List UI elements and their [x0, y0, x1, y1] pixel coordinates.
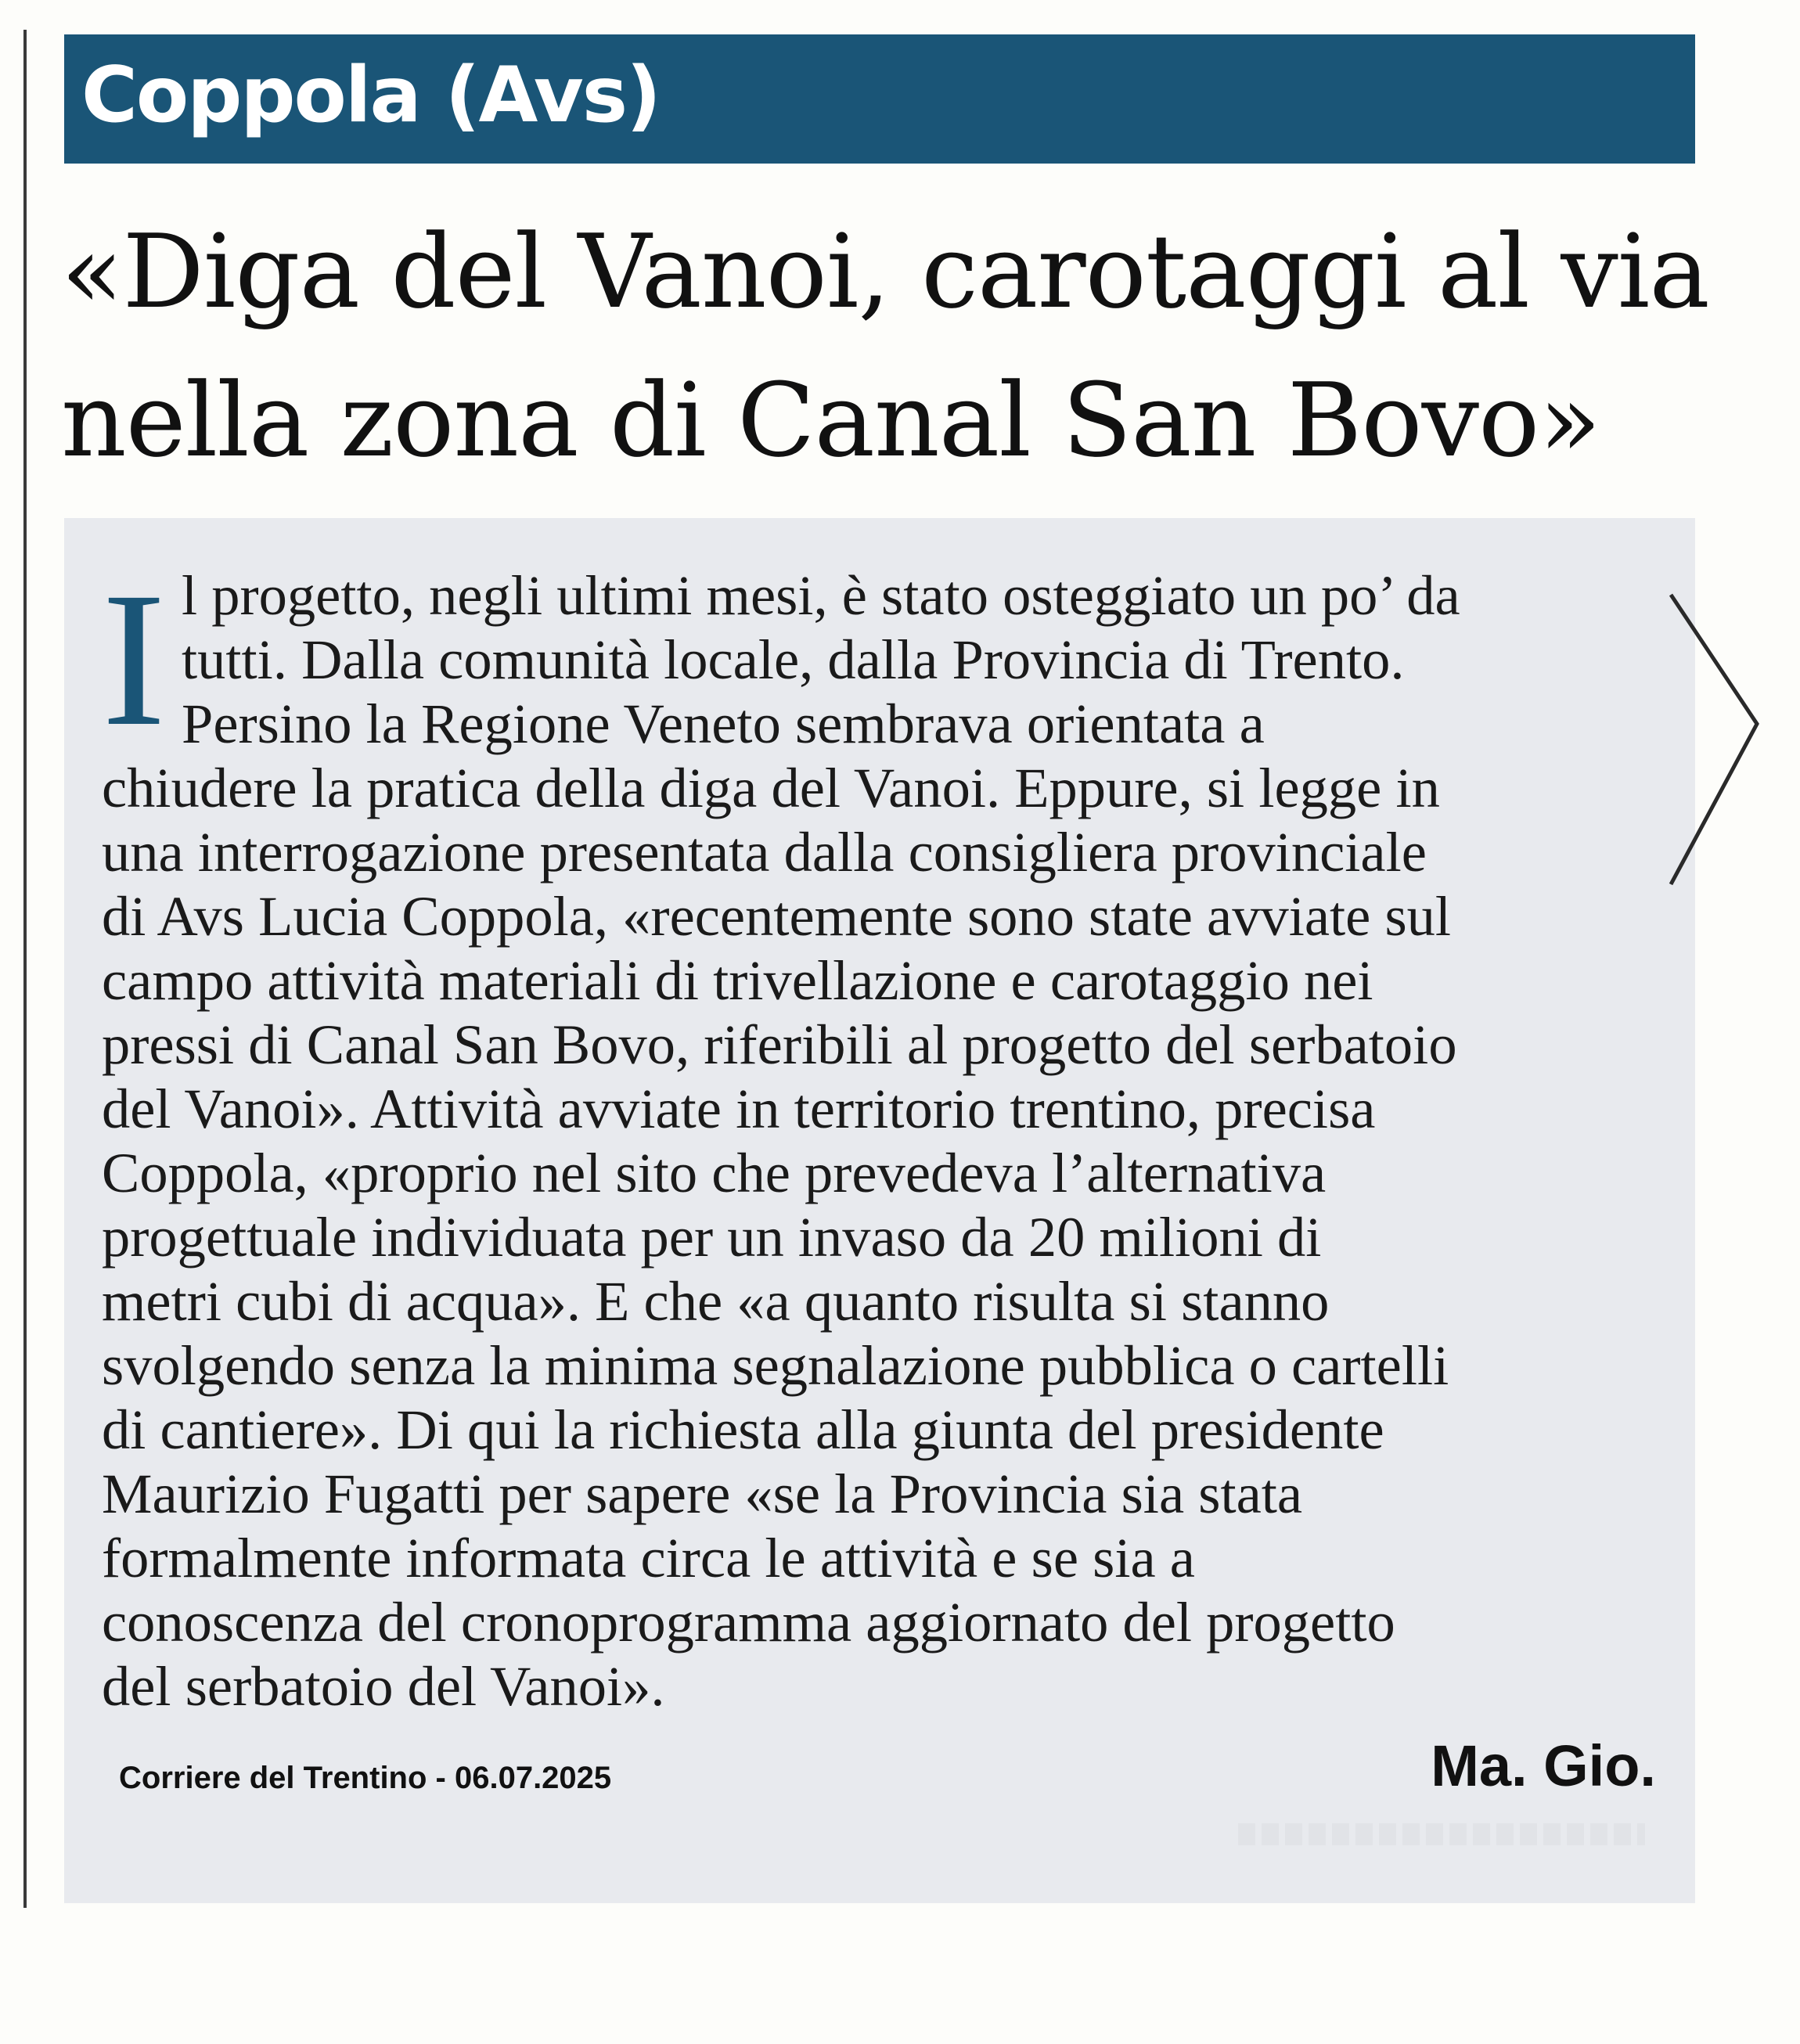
- left-rule: [23, 30, 27, 1908]
- body-line: chiudere la pratica della diga del Vanoi. Eppure, si legge in: [102, 756, 1440, 819]
- chevron-right-icon: [1659, 587, 1769, 900]
- body-line: Persino la Regione Veneto sembrava orientata a: [182, 692, 1265, 755]
- body-line: del serbatoio del Vanoi».: [102, 1654, 665, 1718]
- body-line: conoscenza del cronoprogramma aggiornato del progetto: [102, 1590, 1395, 1654]
- body-line: svolgendo senza la minima segnalazione pubblica o cartelli: [102, 1333, 1449, 1397]
- kicker-label: Coppola (Avs): [81, 51, 660, 140]
- body-line: formalmente informata circa le attività e se sia a: [102, 1526, 1195, 1589]
- headline: [61, 197, 1720, 495]
- body-line: del Vanoi». Attività avviate in territorio trentino, precisa: [102, 1077, 1376, 1140]
- body-line: di cantiere». Di qui la richiesta alla giunta del presidente: [102, 1398, 1384, 1461]
- body-line: Maurizio Fugatti per sapere «se la Provincia sia stata: [102, 1462, 1303, 1525]
- body-line: progettuale individuata per un invaso da 20 milioni di: [102, 1205, 1322, 1269]
- headline-line: «Diga del Vanoi, carotaggi al via: [61, 212, 1709, 331]
- drop-cap: I: [102, 553, 166, 766]
- article-box: [64, 518, 1695, 1903]
- body-line: l progetto, negli ultimi mesi, è stato osteggiato un po’ da: [182, 563, 1460, 627]
- article-body: [102, 553, 1675, 1718]
- body-line: campo attività materiali di trivellazione e carotaggio nei: [102, 948, 1373, 1012]
- body-line: metri cubi di acqua». E che «a quanto risulta si stanno: [102, 1269, 1330, 1333]
- byline: Ma. Gio.: [1431, 1733, 1656, 1798]
- body-line: Coppola, «proprio nel sito che prevedeva l’alternativa: [102, 1141, 1327, 1204]
- body-line: di Avs Lucia Coppola, «recentemente sono state avviate sul: [102, 884, 1452, 948]
- body-line: una interrogazione presentata dalla consigliera provinciale: [102, 820, 1427, 883]
- body-line: pressi di Canal San Bovo, riferibili al progetto del serbatoio: [102, 1013, 1457, 1076]
- kicker-bar: [64, 34, 1695, 164]
- headline-line: nella zona di Canal San Bovo»: [61, 361, 1600, 480]
- source-citation: Corriere del Trentino - 06.07.2025: [119, 1761, 612, 1795]
- faint-watermark: [1238, 1823, 1645, 1845]
- body-line: tutti. Dalla comunità locale, dalla Provincia di Trento.: [182, 628, 1405, 691]
